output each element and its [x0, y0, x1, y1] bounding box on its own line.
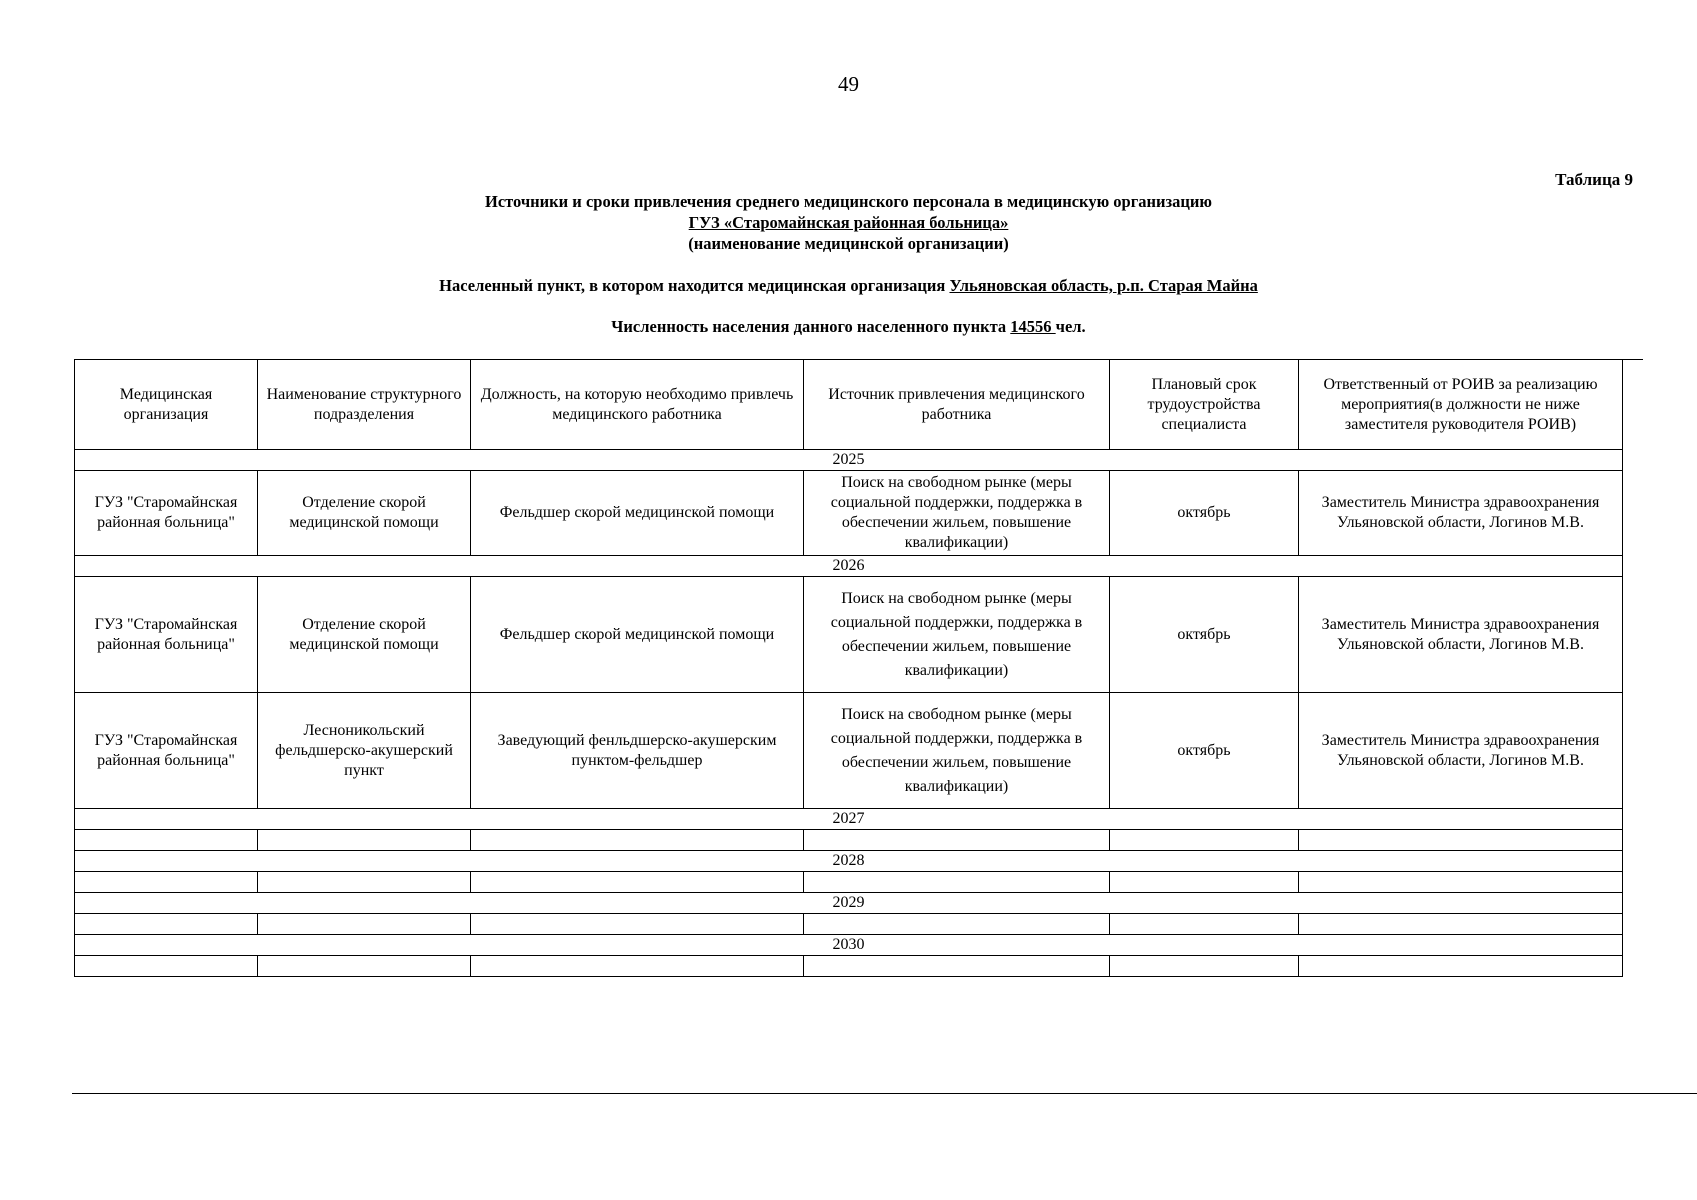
year-row	[75, 450, 1623, 471]
empty-row	[75, 830, 1623, 851]
header-cell: Медицинская организация	[75, 360, 258, 450]
organization-name-value: ГУЗ «Старомайнская районная больница»	[688, 213, 1009, 232]
empty-cell	[1110, 830, 1299, 851]
footer-divider	[72, 1093, 1697, 1094]
header-cell: Источник привлечения медицинского работника	[804, 360, 1110, 450]
empty-cell	[1299, 956, 1623, 977]
cell-org: ГУЗ "Старомайнская районная больница"	[75, 577, 258, 693]
empty-cell	[1299, 914, 1623, 935]
empty-cell	[471, 914, 804, 935]
header-cell: Наименование структурного подразделения	[258, 360, 471, 450]
empty-cell	[75, 872, 258, 893]
population-label: Численность населения данного населенного пункта	[611, 317, 1007, 336]
empty-cell	[75, 914, 258, 935]
header-cell: Плановый срок трудоустройства специалиста	[1110, 360, 1299, 450]
cell-position: Заведующий фенльдшерско-акушерским пунктом-фельдшер	[471, 693, 804, 809]
cell-responsible: Заместитель Министра здравоохранения Ульяновской области, Логинов М.В.	[1299, 693, 1623, 809]
empty-cell	[1110, 914, 1299, 935]
year-label: 2028	[75, 851, 1623, 872]
year-label: 2026	[75, 556, 1623, 577]
cell-position: Фельдшер скорой медицинской помощи	[471, 577, 804, 693]
population-line	[0, 317, 1697, 337]
document-title: Источники и сроки привлечения среднего медицинского персонала в медицинскую организацию	[484, 192, 1212, 211]
population-unit: чел.	[1055, 317, 1086, 336]
empty-cell	[1299, 830, 1623, 851]
empty-row	[75, 956, 1623, 977]
year-label: 2030	[75, 935, 1623, 956]
year-row	[75, 809, 1623, 830]
year-label: 2025	[75, 450, 1623, 471]
locality-label: Населенный пункт, в котором находится медицинская организация	[439, 276, 946, 295]
page-number: 49	[838, 72, 859, 96]
empty-cell	[471, 872, 804, 893]
cell-source: Поиск на свободном рынке (меры социальной поддержки, поддержка в обеспечении жильем, повышение квалификации)	[804, 577, 1110, 693]
cell-unit: Отделение скорой медицинской помощи	[258, 577, 471, 693]
cell-unit: Лесноникольский фельдшерско-акушерский пункт	[258, 693, 471, 809]
year-label: 2027	[75, 809, 1623, 830]
empty-cell	[471, 830, 804, 851]
cell-org: ГУЗ "Старомайнская районная больница"	[75, 471, 258, 556]
table-row	[75, 577, 1623, 693]
table-header-row	[75, 360, 1623, 450]
staffing-table	[74, 359, 1623, 977]
empty-cell	[804, 914, 1110, 935]
empty-cell	[258, 872, 471, 893]
cell-source: Поиск на свободном рынке (меры социальной поддержки, поддержка в обеспечении жильем, повышение квалификации)	[804, 693, 1110, 809]
cell-responsible: Заместитель Министра здравоохранения Ульяновской области, Логинов М.В.	[1299, 471, 1623, 556]
cell-term: октябрь	[1110, 577, 1299, 693]
empty-row	[75, 914, 1623, 935]
table-row	[75, 693, 1623, 809]
empty-cell	[1110, 872, 1299, 893]
year-row	[75, 893, 1623, 914]
empty-cell	[471, 956, 804, 977]
empty-row	[75, 872, 1623, 893]
cell-org: ГУЗ "Старомайнская районная больница"	[75, 693, 258, 809]
cell-term: октябрь	[1110, 693, 1299, 809]
year-row	[75, 556, 1623, 577]
year-label: 2029	[75, 893, 1623, 914]
organization-caption: (наименование медицинской организации)	[688, 234, 1009, 253]
empty-cell	[258, 830, 471, 851]
header-cell: Должность, на которую необходимо привлечь медицинского работника	[471, 360, 804, 450]
empty-cell	[1299, 872, 1623, 893]
empty-cell	[804, 830, 1110, 851]
header-cell: Ответственный от РОИВ за реализацию мероприятия(в должности не ниже заместителя руководителя РОИВ)	[1299, 360, 1623, 450]
year-row	[75, 851, 1623, 872]
locality-value: Ульяновская область, р.п. Старая Майна	[949, 276, 1258, 295]
cell-source: Поиск на свободном рынке (меры социальной поддержки, поддержка в обеспечении жильем, повышение квалификации)	[804, 471, 1110, 556]
cell-responsible: Заместитель Министра здравоохранения Ульяновской области, Логинов М.В.	[1299, 577, 1623, 693]
year-row	[75, 935, 1623, 956]
population-value: 14556	[1010, 317, 1056, 336]
cell-unit: Отделение скорой медицинской помощи	[258, 471, 471, 556]
cell-term: октябрь	[1110, 471, 1299, 556]
empty-cell	[1110, 956, 1299, 977]
empty-cell	[258, 956, 471, 977]
empty-cell	[804, 956, 1110, 977]
empty-cell	[75, 956, 258, 977]
cell-position: Фельдшер скорой медицинской помощи	[471, 471, 804, 556]
locality-line	[0, 276, 1697, 296]
empty-cell	[258, 914, 471, 935]
table-label: Таблица 9	[1555, 170, 1633, 189]
empty-cell	[804, 872, 1110, 893]
empty-cell	[75, 830, 258, 851]
table-top-extension-line	[1622, 359, 1643, 360]
organization-name	[0, 213, 1697, 233]
table-row	[75, 471, 1623, 556]
